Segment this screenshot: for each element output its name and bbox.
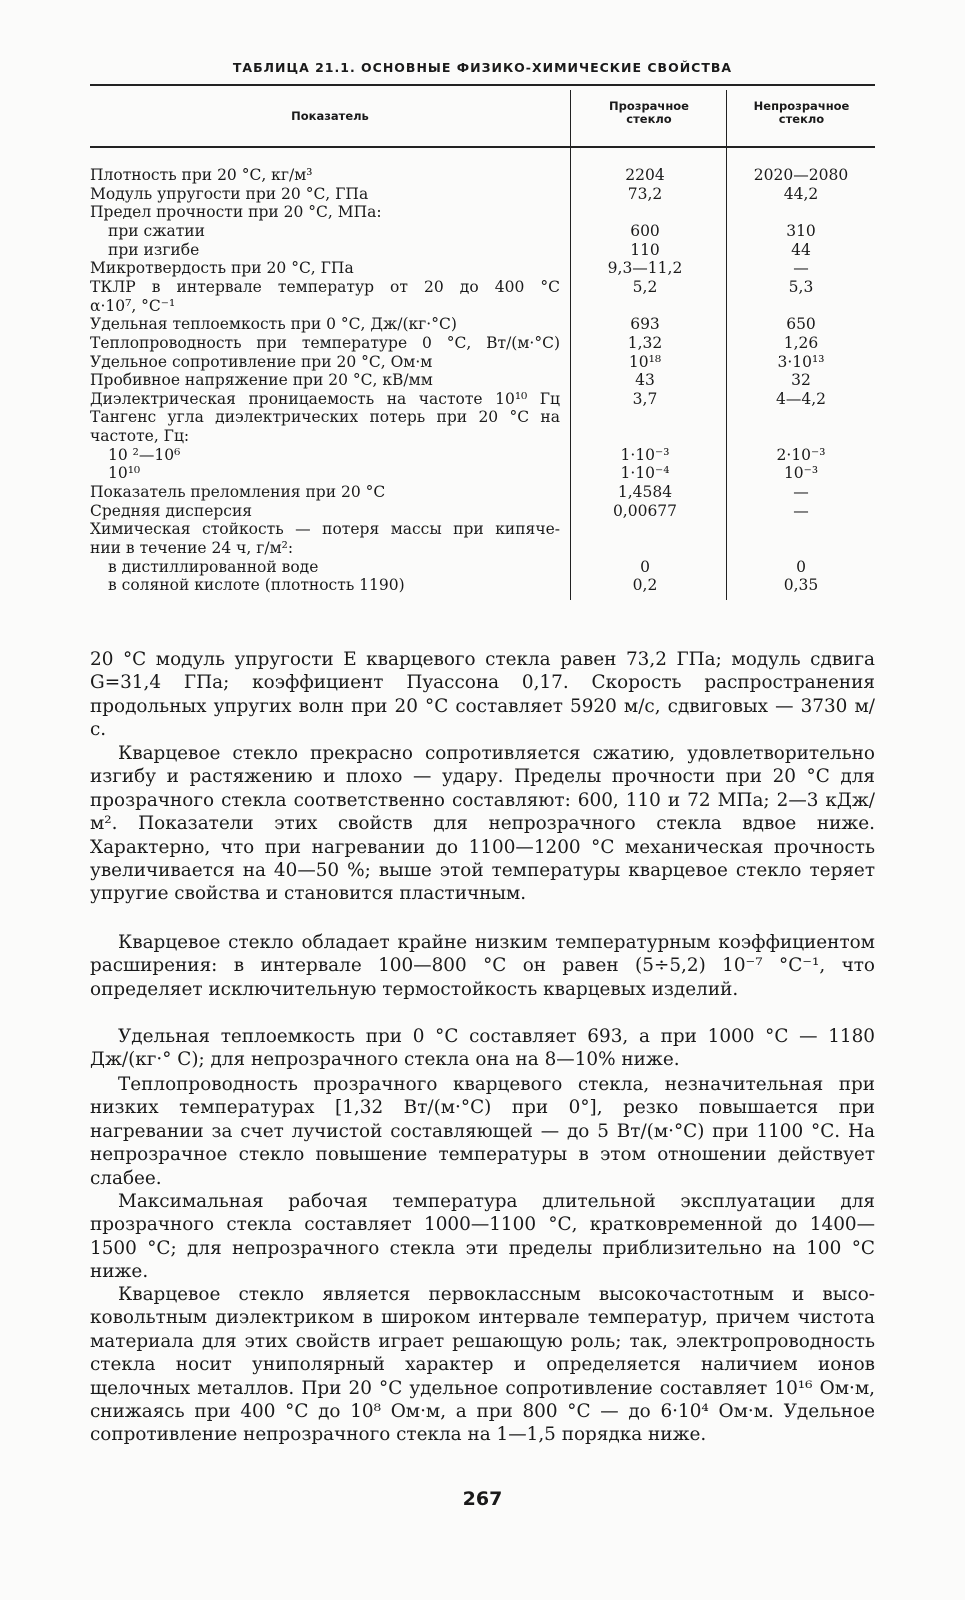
table-row	[90, 185, 875, 204]
value-opaque: 3·10¹³	[777, 352, 825, 371]
table-row	[90, 408, 875, 427]
table-row	[90, 203, 875, 222]
row-label: Химическая стойкость — потеря массы при кипяче-	[90, 520, 560, 539]
table-row	[90, 166, 875, 185]
row-label: нии в течение 24 ч, г/м²:	[90, 539, 294, 557]
value-transparent: 0	[640, 557, 650, 576]
value-transparent: 9,3—11,2	[607, 259, 683, 278]
value-transparent: 1·10⁻³	[620, 445, 670, 464]
value-transparent: 5,2	[632, 277, 658, 296]
row-label: Удельная теплоемкость при 0 °С, Дж/(кг·°С)	[90, 315, 457, 334]
paragraph: Кварцевое стекло является первоклассным высокочастотным и высоковольтным диэлектриком в широком интервале температур, причем чистота материала для этих свойств играет решающую роль; так, электропроводность стекла носит униполярный характер и определяется наличием ионов щелочных металлов. При 20 °С удельное сопротивление составляет 10¹⁶ Ом·м, снижаясь при 400 °С до 10⁸ Ом·м, а при 800 °С — до 6·10⁴ Ом·м. Удельное сопротивление непрозрачного стекла на 1—1,5 порядка ниже.	[90, 1284, 875, 1446]
value-opaque: 0	[796, 557, 806, 576]
value-opaque: 0,35	[783, 576, 819, 595]
table-row	[90, 259, 875, 278]
paragraph: 20 °С модуль упругости E кварцевого стекла равен 73,2 ГПа; модуль сдвига G=31,4 ГПа; коэффициент Пуассона 0,17. Скорость распространения продольных упругих волн при 20 °С составляет 5920 м/с, сдвиговых — 3730 м/с.	[90, 649, 875, 741]
value-transparent: 1·10⁻⁴	[620, 464, 670, 483]
table-row	[90, 464, 875, 483]
header-indicator: Показатель	[291, 109, 369, 123]
row-label: Тангенс угла диэлектрических потерь при 20 °С на	[90, 408, 560, 427]
value-opaque: 44,2	[783, 184, 819, 203]
value-opaque: 32	[791, 371, 811, 390]
table-row	[90, 278, 875, 297]
table-row	[90, 222, 875, 241]
value-transparent: 110	[630, 240, 660, 259]
table-caption: ТАБЛИЦА 21.1. ОСНОВНЫЕ ФИЗИКО-ХИМИЧЕСКИЕ СВОЙСТВА	[232, 60, 733, 75]
row-label: Средняя дисперсия	[90, 501, 253, 520]
row-label: Микротвердость при 20 °С, ГПа	[90, 259, 354, 278]
table-row	[90, 558, 875, 577]
table-row	[90, 297, 875, 316]
row-label: 10¹⁰	[108, 464, 141, 483]
row-label: ТКЛР в интервале температур от 20 до 400 °С	[90, 277, 560, 296]
table-row	[90, 427, 875, 446]
value-transparent: 600	[630, 221, 660, 240]
value-opaque: —	[793, 259, 809, 278]
value-opaque: 10⁻³	[783, 464, 819, 483]
table-top-rule	[90, 84, 875, 86]
row-label: α·10⁷, °С⁻¹	[90, 296, 176, 315]
table-row	[90, 539, 875, 558]
paragraph: Теплопроводность прозрачного кварцевого стекла, незначительная при низких температурах [1,32 Вт/(м·°С) при 0°], резко повышается при нагревании за счет лучистой составляющей — до 5 Вт/(м·°С) при 1100 °С. На непрозрачное стекло повышение температуры в этом отношении действует слабее.	[90, 1074, 875, 1189]
table-row	[90, 446, 875, 465]
row-label: Предел прочности при 20 °С, МПа:	[90, 203, 382, 222]
value-opaque: —	[793, 501, 809, 520]
value-transparent: 1,4584	[617, 483, 673, 502]
table-row	[90, 576, 875, 595]
paragraph: Кварцевое стекло прекрасно сопротивляется сжатию, удовлетворительно изгибу и растяжению и плохо — удару. Пределы прочности при 20 °С для прозрачного стекла соответственно составляют: 600, 110 и 72 МПа; 2—3 кДж/м². Показатели этих свойств для непрозрачного стекла вдвое ниже. Характерно, что при нагревании до 1100—1200 °С механическая прочность увеличивается на 40—50 %; выше этой температуры кварцевое стекло теряет упругие свойства и становится пластичным.	[90, 743, 875, 905]
row-label: Удельное сопротивление при 20 °С, Ом·м	[90, 352, 433, 371]
value-transparent: 693	[630, 315, 660, 334]
paragraph: Удельная теплоемкость при 0 °С составляет 693, а при 1000 °С — 1180 Дж/(кг·° С); для непрозрачного стекла она на 8—10% ниже.	[90, 1026, 875, 1071]
value-opaque: 650	[786, 315, 816, 334]
value-transparent: 1,32	[627, 333, 663, 352]
row-label: при сжатии	[108, 221, 205, 240]
value-opaque: —	[793, 483, 809, 502]
table-row	[90, 334, 875, 353]
table-row	[90, 371, 875, 390]
value-opaque: 2·10⁻³	[776, 445, 826, 464]
value-opaque: 44	[791, 240, 811, 259]
row-label: частоте, Гц:	[90, 427, 190, 446]
value-opaque: 5,3	[788, 277, 814, 296]
value-transparent: 0,2	[632, 576, 658, 595]
value-transparent: 2204	[625, 166, 665, 184]
table-row	[90, 241, 875, 260]
table-row	[90, 390, 875, 409]
table-row	[90, 315, 875, 334]
row-label: Теплопроводность при температуре 0 °С, Вт/(м·°С)	[90, 333, 560, 352]
value-transparent: 43	[635, 371, 655, 390]
page-number: 267	[462, 1488, 503, 1510]
table-header-rule	[90, 146, 875, 148]
table-row	[90, 502, 875, 521]
value-transparent: 73,2	[627, 184, 663, 203]
row-label: 10 ²—10⁶	[108, 445, 181, 464]
row-label: в соляной кислоте (плотность 1190)	[108, 576, 405, 595]
value-opaque: 1,26	[783, 333, 819, 352]
table-row	[90, 483, 875, 502]
paragraph: Кварцевое стекло обладает крайне низким температурным коэффициентом расширения: в интервале 100—800 °С он равен (5÷5,2) 10⁻⁷ °С⁻¹, что определяет исключительную термостойкость кварцевых изделий.	[90, 932, 875, 1000]
row-label: Показатель преломления при 20 °С	[90, 483, 386, 502]
value-transparent: 0,00677	[612, 501, 678, 520]
header-opaque: Непрозрачное стекло	[753, 99, 850, 126]
value-transparent: 3,7	[632, 389, 658, 408]
table-row	[90, 520, 875, 539]
paragraph: Максимальная рабочая температура длительной эксплуатации для прозрачного стекла составляет 1000—1100 °С, кратковременной до 1400—1500 °С; для непрозрачного стекла эти пределы приблизительно на 100 °С ниже.	[90, 1191, 875, 1283]
value-opaque: 2020—2080	[753, 166, 849, 184]
row-label: Диэлектрическая проницаемость на частоте 10¹⁰ Гц	[90, 389, 560, 408]
header-transparent: Прозрачное стекло	[609, 99, 689, 126]
row-label: Модуль упругости при 20 °С, ГПа	[90, 184, 369, 203]
row-label: Пробивное напряжение при 20 °С, кВ/мм	[90, 371, 433, 390]
row-label: Плотность при 20 °С, кг/м³	[90, 166, 313, 184]
value-opaque: 4—4,2	[775, 389, 826, 408]
row-label: при изгибе	[108, 240, 200, 259]
row-label: в дистиллированной воде	[108, 557, 319, 576]
table-row	[90, 353, 875, 372]
value-opaque: 310	[786, 221, 816, 240]
value-transparent: 10¹⁸	[628, 352, 662, 371]
